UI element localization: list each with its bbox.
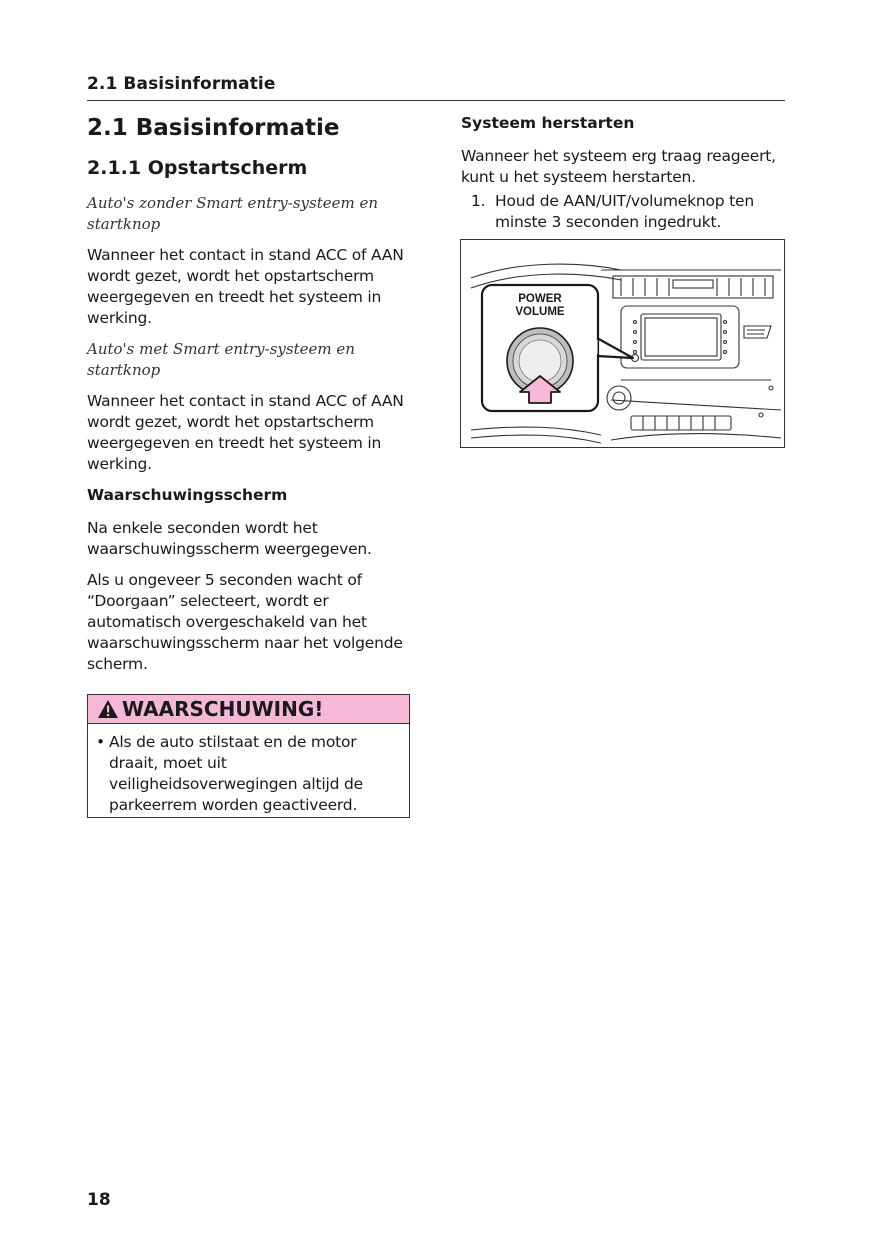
warning-text: Als de auto stilstaat en de motor draait, moet uit veiligheidsoverwegingen altijd de parkeerrem worden geactiveerd. [109, 733, 363, 814]
paragraph-4: Als u ongeveer 5 seconden wacht of “Doorgaan” selecteert, wordt er automatisch overgeschakeld van het waarschuwingsscherm naar het volgende scherm. [87, 571, 403, 673]
running-header: 2.1 Basisinformatie [87, 74, 276, 94]
header-divider [87, 100, 785, 101]
paragraph-2: Wanneer het contact in stand ACC of AAN wordt gezet, wordt het opstartscherm weergegeven en treedt het systeem in werking. [87, 392, 404, 473]
paragraph-3: Na enkele seconden wordt het waarschuwingsscherm weergegeven. [87, 519, 372, 558]
restart-steps [461, 191, 786, 233]
dashboard-drawing [461, 240, 784, 447]
section-title: 2.1 Basisinformatie [87, 115, 340, 141]
warning-triangle-icon [97, 699, 119, 719]
italic-subheading-2: Auto's met Smart entry-systeem en startknop [87, 340, 355, 379]
step-text: Houd de AAN/UIT/volumeknop ten minste 3 seconden ingedrukt. [495, 192, 754, 231]
restart-heading: Systeem herstarten [461, 114, 635, 132]
left-column [87, 113, 413, 685]
subsection-title: 2.1.1 Opstartscherm [87, 157, 308, 179]
paragraph-1: Wanneer het contact in stand ACC of AAN wordt gezet, wordt het opstartscherm weergegeven en treedt het systeem in werking. [87, 246, 404, 327]
dashboard-illustration [460, 239, 785, 448]
warning-box [87, 694, 410, 818]
figure-label-volume: VOLUME [515, 306, 565, 318]
warning-title: WAARSCHUWING! [122, 697, 324, 721]
warning-item [88, 724, 409, 816]
step-number: 1. [471, 192, 486, 210]
bullet: • [96, 733, 105, 751]
figure-label-power: POWER [518, 293, 562, 305]
page-number: 18 [87, 1190, 111, 1210]
warning-header [88, 695, 409, 724]
restart-intro: Wanneer het systeem erg traag reageert, kunt u het systeem herstarten. [461, 147, 776, 186]
step-item [461, 191, 786, 233]
italic-subheading-1: Auto's zonder Smart entry-systeem en startknop [87, 194, 379, 233]
right-column [461, 113, 786, 233]
warning-screen-heading: Waarschuwingsscherm [87, 486, 288, 504]
